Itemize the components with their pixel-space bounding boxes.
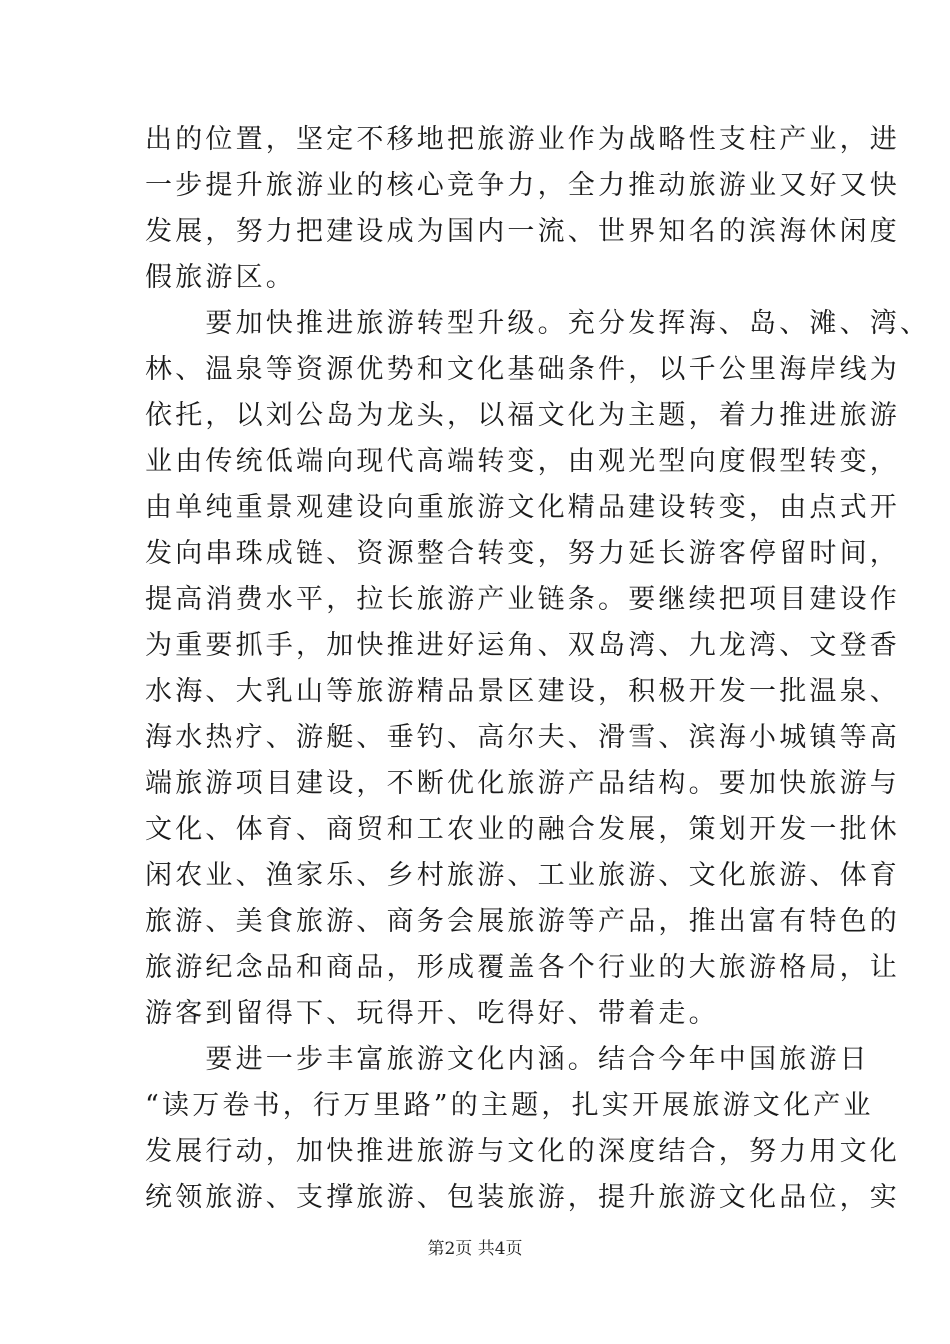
text-line: 为重要抓手，加快推进好运角、双岛湾、九龙湾、文登香 [145, 630, 900, 661]
text-line: 林、温泉等资源优势和文化基础条件，以千公里海岸线为 [145, 354, 900, 385]
text-line: 统领旅游、支撑旅游、包装旅游，提升旅游文化品位，实 [145, 1182, 900, 1213]
page-number-footer: 第2页 共4页 [427, 1239, 523, 1259]
text-line: 旅游纪念品和商品，形成覆盖各个行业的大旅游格局，让 [145, 952, 900, 983]
text-line: 旅游、美食旅游、商务会展旅游等产品，推出富有特色的 [145, 906, 900, 937]
text-line: 文化、体育、商贸和工农业的融合发展，策划开发一批休 [145, 814, 900, 845]
text-line: 水海、大乳山等旅游精品景区建设，积极开发一批温泉、 [145, 676, 900, 707]
text-line: 依托，以刘公岛为龙头，以福文化为主题，着力推进旅游 [145, 400, 900, 431]
text-line: 闲农业、渔家乐、乡村旅游、工业旅游、文化旅游、体育 [145, 860, 900, 891]
paragraph-start-line: 要加快推进旅游转型升级。充分发挥海、岛、滩、湾、 [145, 308, 931, 339]
text-line: 发展行动，加快推进旅游与文化的深度结合，努力用文化 [145, 1136, 900, 1167]
text-line: 游客到留得下、玩得开、吃得好、带着走。 [145, 998, 719, 1029]
text-line: 发展，努力把建设成为国内一流、世界知名的滨海休闲度 [145, 216, 900, 247]
text-line: 海水热疗、游艇、垂钓、高尔夫、滑雪、滨海小城镇等高 [145, 722, 900, 753]
text-line: 出的位置，坚定不移地把旅游业作为战略性支柱产业，进 [145, 124, 900, 155]
text-line: “读万卷书，行万里路”的主题，扎实开展旅游文化产业 [145, 1090, 874, 1121]
text-line: 假旅游区。 [145, 262, 296, 293]
text-line: 提高消费水平，拉长旅游产业链条。要继续把项目建设作 [145, 584, 900, 615]
text-line: 一步提升旅游业的核心竞争力，全力推动旅游业又好又快 [145, 170, 900, 201]
text-line: 发向串珠成链、资源整合转变，努力延长游客停留时间， [145, 538, 900, 569]
text-line: 由单纯重景观建设向重旅游文化精品建设转变，由点式开 [145, 492, 900, 523]
paragraph-start-line: 要进一步丰富旅游文化内涵。结合今年中国旅游日 [145, 1044, 870, 1075]
text-line: 端旅游项目建设，不断优化旅游产品结构。要加快旅游与 [145, 768, 900, 799]
text-line: 业由传统低端向现代高端转变，由观光型向度假型转变， [145, 446, 900, 477]
